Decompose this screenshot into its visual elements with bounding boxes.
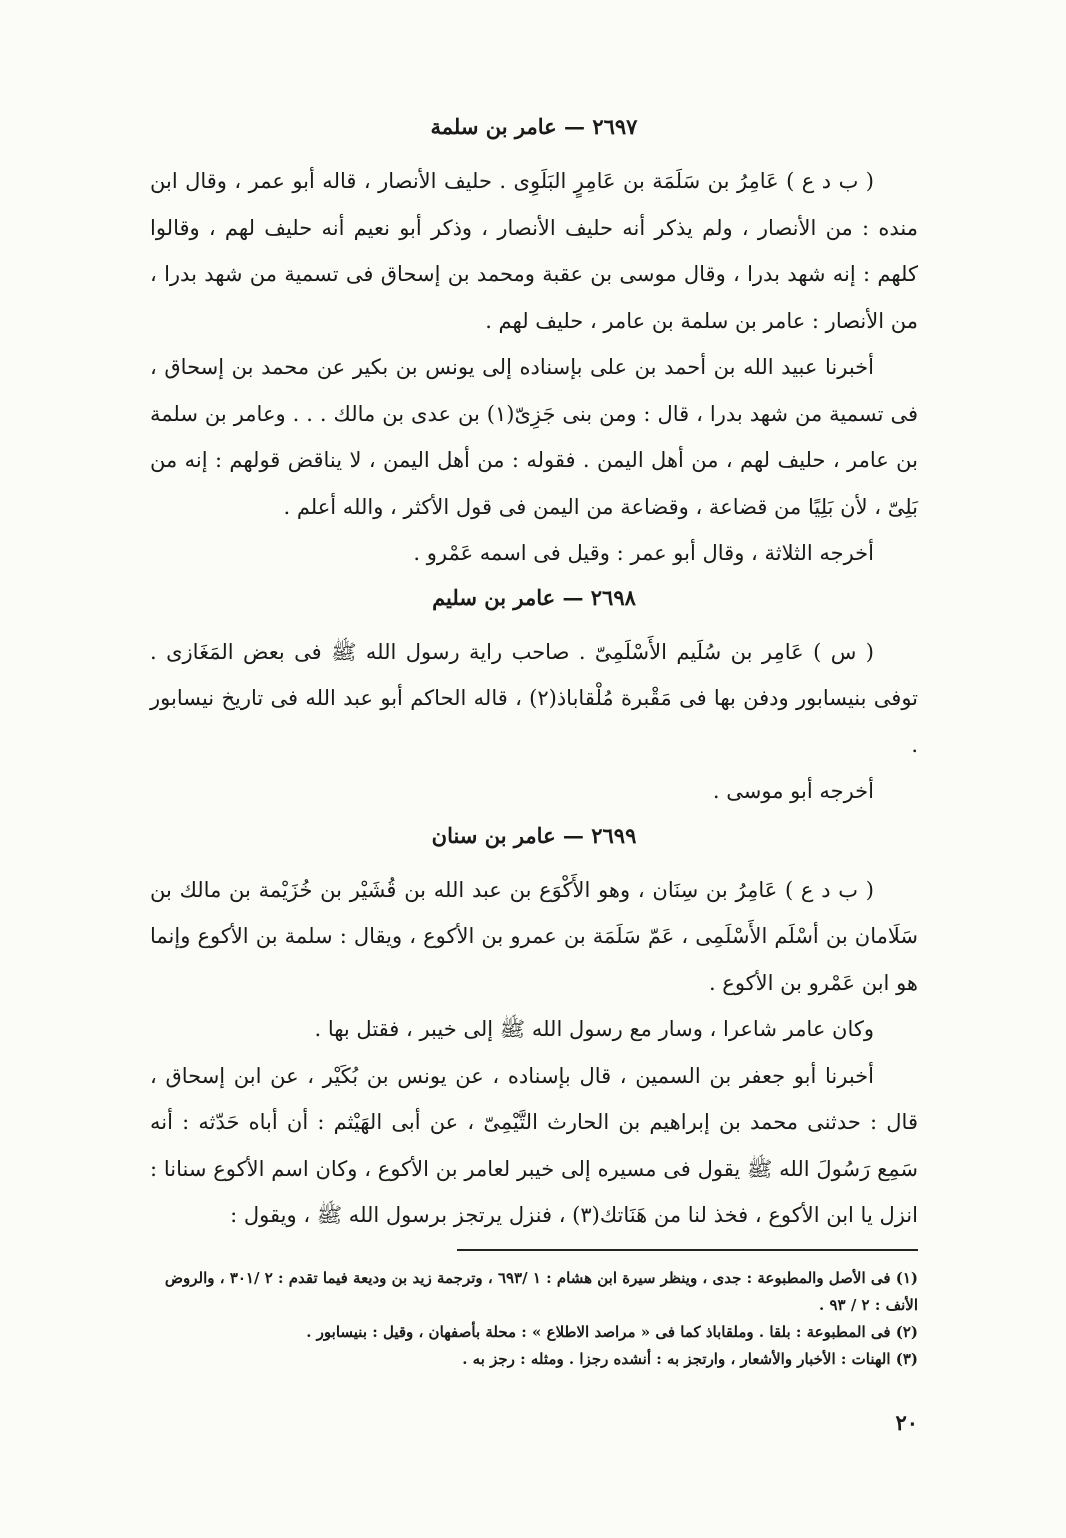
footnote-divider	[457, 1249, 918, 1251]
entry-2698	[150, 583, 918, 815]
entry-heading: ٢٦٩٩ — عامر بن سنان	[431, 822, 637, 848]
page-number: ٢٠	[895, 1410, 918, 1435]
entry-heading: ٢٦٩٨ — عامر بن سليم	[432, 584, 636, 610]
entry-heading: ٢٦٩٧ — عامر بن سلمة	[430, 114, 638, 139]
entry-paragraph: ( ب د ع ) عَامِرُ بن سَلَمَة بن عَامِرٍ البَلَوِى . حليف الأنصار ، قاله أبو عمر ، وقال ابن منده : من الأنصار ، ولم يذكر أنه حليف الأنصار ، وذكر أبو نعيم أنه حليف لهم ، وقالوا كلهم : إنه شهد بدرا ، وقال موسى بن عقبة ومحمد بن إسحاق فى تسمية من شهد بدرا ، من الأنصار : عامر بن سلمة بن عامر ، حليف لهم .	[150, 169, 918, 333]
entry-2699	[150, 821, 918, 1239]
footnotes	[150, 1265, 918, 1373]
footnote: (٢) فى المطبوعة : بلقا . وملقاباذ كما فى « مراصد الاطلاع » : محلة بأصفهان ، وقيل : بنيسابور .	[306, 1322, 918, 1341]
footnote: (٣) الهنات : الأخبار والأشعار ، وارتجز به : أنشده رجزا . ومثله : رجز به .	[462, 1349, 918, 1368]
entry-2697	[150, 112, 918, 577]
entry-paragraph: ( ب د ع ) عَامِرُ بن سِنَان ، وهو الأَكْوَع بن عبد الله بن قُشَيْر بن خُزَيْمة بن مالك بن سَلَامان بن أسْلَم الأَسْلَمِى ، عَمّ سَلَمَة بن عمرو بن الأكوع ، ويقال : سلمة بن الأكوع وإنما هو ابن عَمْرو بن الأكوع .	[150, 877, 918, 995]
entry-paragraph: أخبرنا عبيد الله بن أحمد بن على بإسناده إلى يونس بن بكير عن محمد بن إسحاق ، فى تسمية من شهد بدرا ، قال : ومن بنى جَزِىّ(١) بن عدى بن مالك . . . وعامر بن سلمة بن عامر ، حليف لهم ، من أهل اليمن . فقوله : من أهل اليمن ، لا يناقض قولهم : إنه من بَلِىّ ، لأن بَلِيًا من قضاعة ، وقضاعة من اليمن فى قول الأكثر ، والله أعلم .	[150, 355, 918, 519]
footnote: (١) فى الأصل والمطبوعة : جدى ، وينظر سيرة ابن هشام : ١ /٦٩٣ ، وترجمة زيد بن وديعة فيما تقدم : ٢ /٣٠١ ، والروض الأنف : ٢ / ٩٣ .	[164, 1268, 918, 1314]
entry-paragraph: أخرجه أبو موسى .	[712, 779, 874, 803]
entry-paragraph: أخرجه الثلاثة ، وقال أبو عمر : وقيل فى اسمه عَمْرو .	[413, 541, 874, 565]
entry-paragraph: ( س ) عَامِر بن سُلَيم الأَسْلَمِىّ . صاحب راية رسول الله ﷺ فى بعض المَغَازى . توفى بنيسابور ودفن بها فى مَقْبرة مُلْقاباذ(٢) ، قاله الحاكم أبو عبد الله فى تاريخ نيسابور .	[150, 639, 919, 757]
entry-paragraph: أخبرنا أبو جعفر بن السمين ، قال بإسناده ، عن يونس بن بُكَيْر ، عن ابن إسحاق ، قال : حدثنى محمد بن إبراهيم بن الحارث التَّيْمِىّ ، عن أبى الهَيْثم : أن أباه حَدّثه : أنه سَمِع رَسُولَ الله ﷺ يقول فى مسيره إلى خيبر لعامر بن الأكوع ، وكان اسم الأكوع سنانا : انزل يا ابن الأكوع ، فخذ لنا من هَنَاتك(٣) ، فنزل يرتجز برسول الله ﷺ ، ويقول :	[150, 1063, 918, 1227]
entry-paragraph: وكان عامر شاعرا ، وسار مع رسول الله ﷺ إلى خيبر ، فقتل بها .	[314, 1017, 874, 1041]
